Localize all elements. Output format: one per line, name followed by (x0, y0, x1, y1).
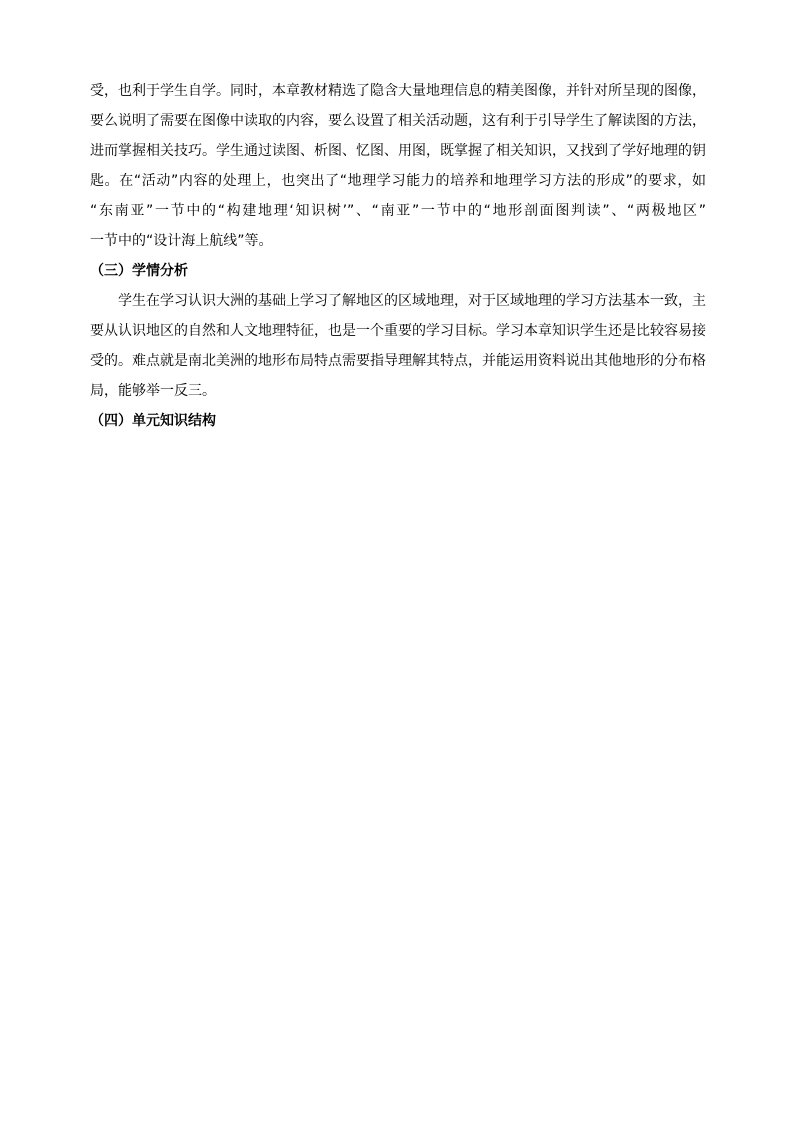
paragraph-line: 要么说明了需要在图像中读取的内容，要么设置了相关活动题，这有利于引导学生了解读图的方法， (90, 113, 706, 129)
section-heading-student-analysis: （三）学情分析 (90, 263, 188, 279)
paragraph-line: 局，能够举一反三。 (90, 383, 216, 399)
document-content (90, 76, 706, 436)
paragraph-line: 要从认识地区的自然和人文地理特征，也是一个重要的学习目标。学习本章知识学生还是比较容易接 (90, 323, 706, 339)
paragraph-line: “东南亚”一节中的“构建地理‘知识树’”、“南亚”一节中的“地形剖面图判读”、“两极地区” (90, 203, 706, 219)
paragraph-line: 匙。在“活动”内容的处理上，也突出了“地理学习能力的培养和地理学习方法的形成”的要求，如 (90, 173, 706, 189)
paragraph-line: 进而掌握相关技巧。学生通过读图、析图、忆图、用图，既掌握了相关知识，又找到了学好地理的钥 (90, 143, 706, 159)
paragraph-student-analysis (90, 286, 706, 406)
paragraph-teaching-material (90, 76, 706, 256)
paragraph-line: 学生在学习认识大洲的基础上学习了解地区的区域地理，对于区域地理的学习方法基本一致，主 (118, 293, 706, 309)
paragraph-line: 受的。难点就是南北美洲的地形布局特点需要指导理解其特点，并能运用资料说出其他地形的分布格 (90, 353, 706, 369)
paragraph-line: 一节中的“设计海上航线”等。 (90, 233, 273, 249)
section-heading-knowledge-structure: （四）单元知识结构 (90, 413, 216, 429)
paragraph-line: 受，也利于学生自学。同时，本章教材精选了隐含大量地理信息的精美图像，并针对所呈现的图像， (90, 83, 706, 99)
